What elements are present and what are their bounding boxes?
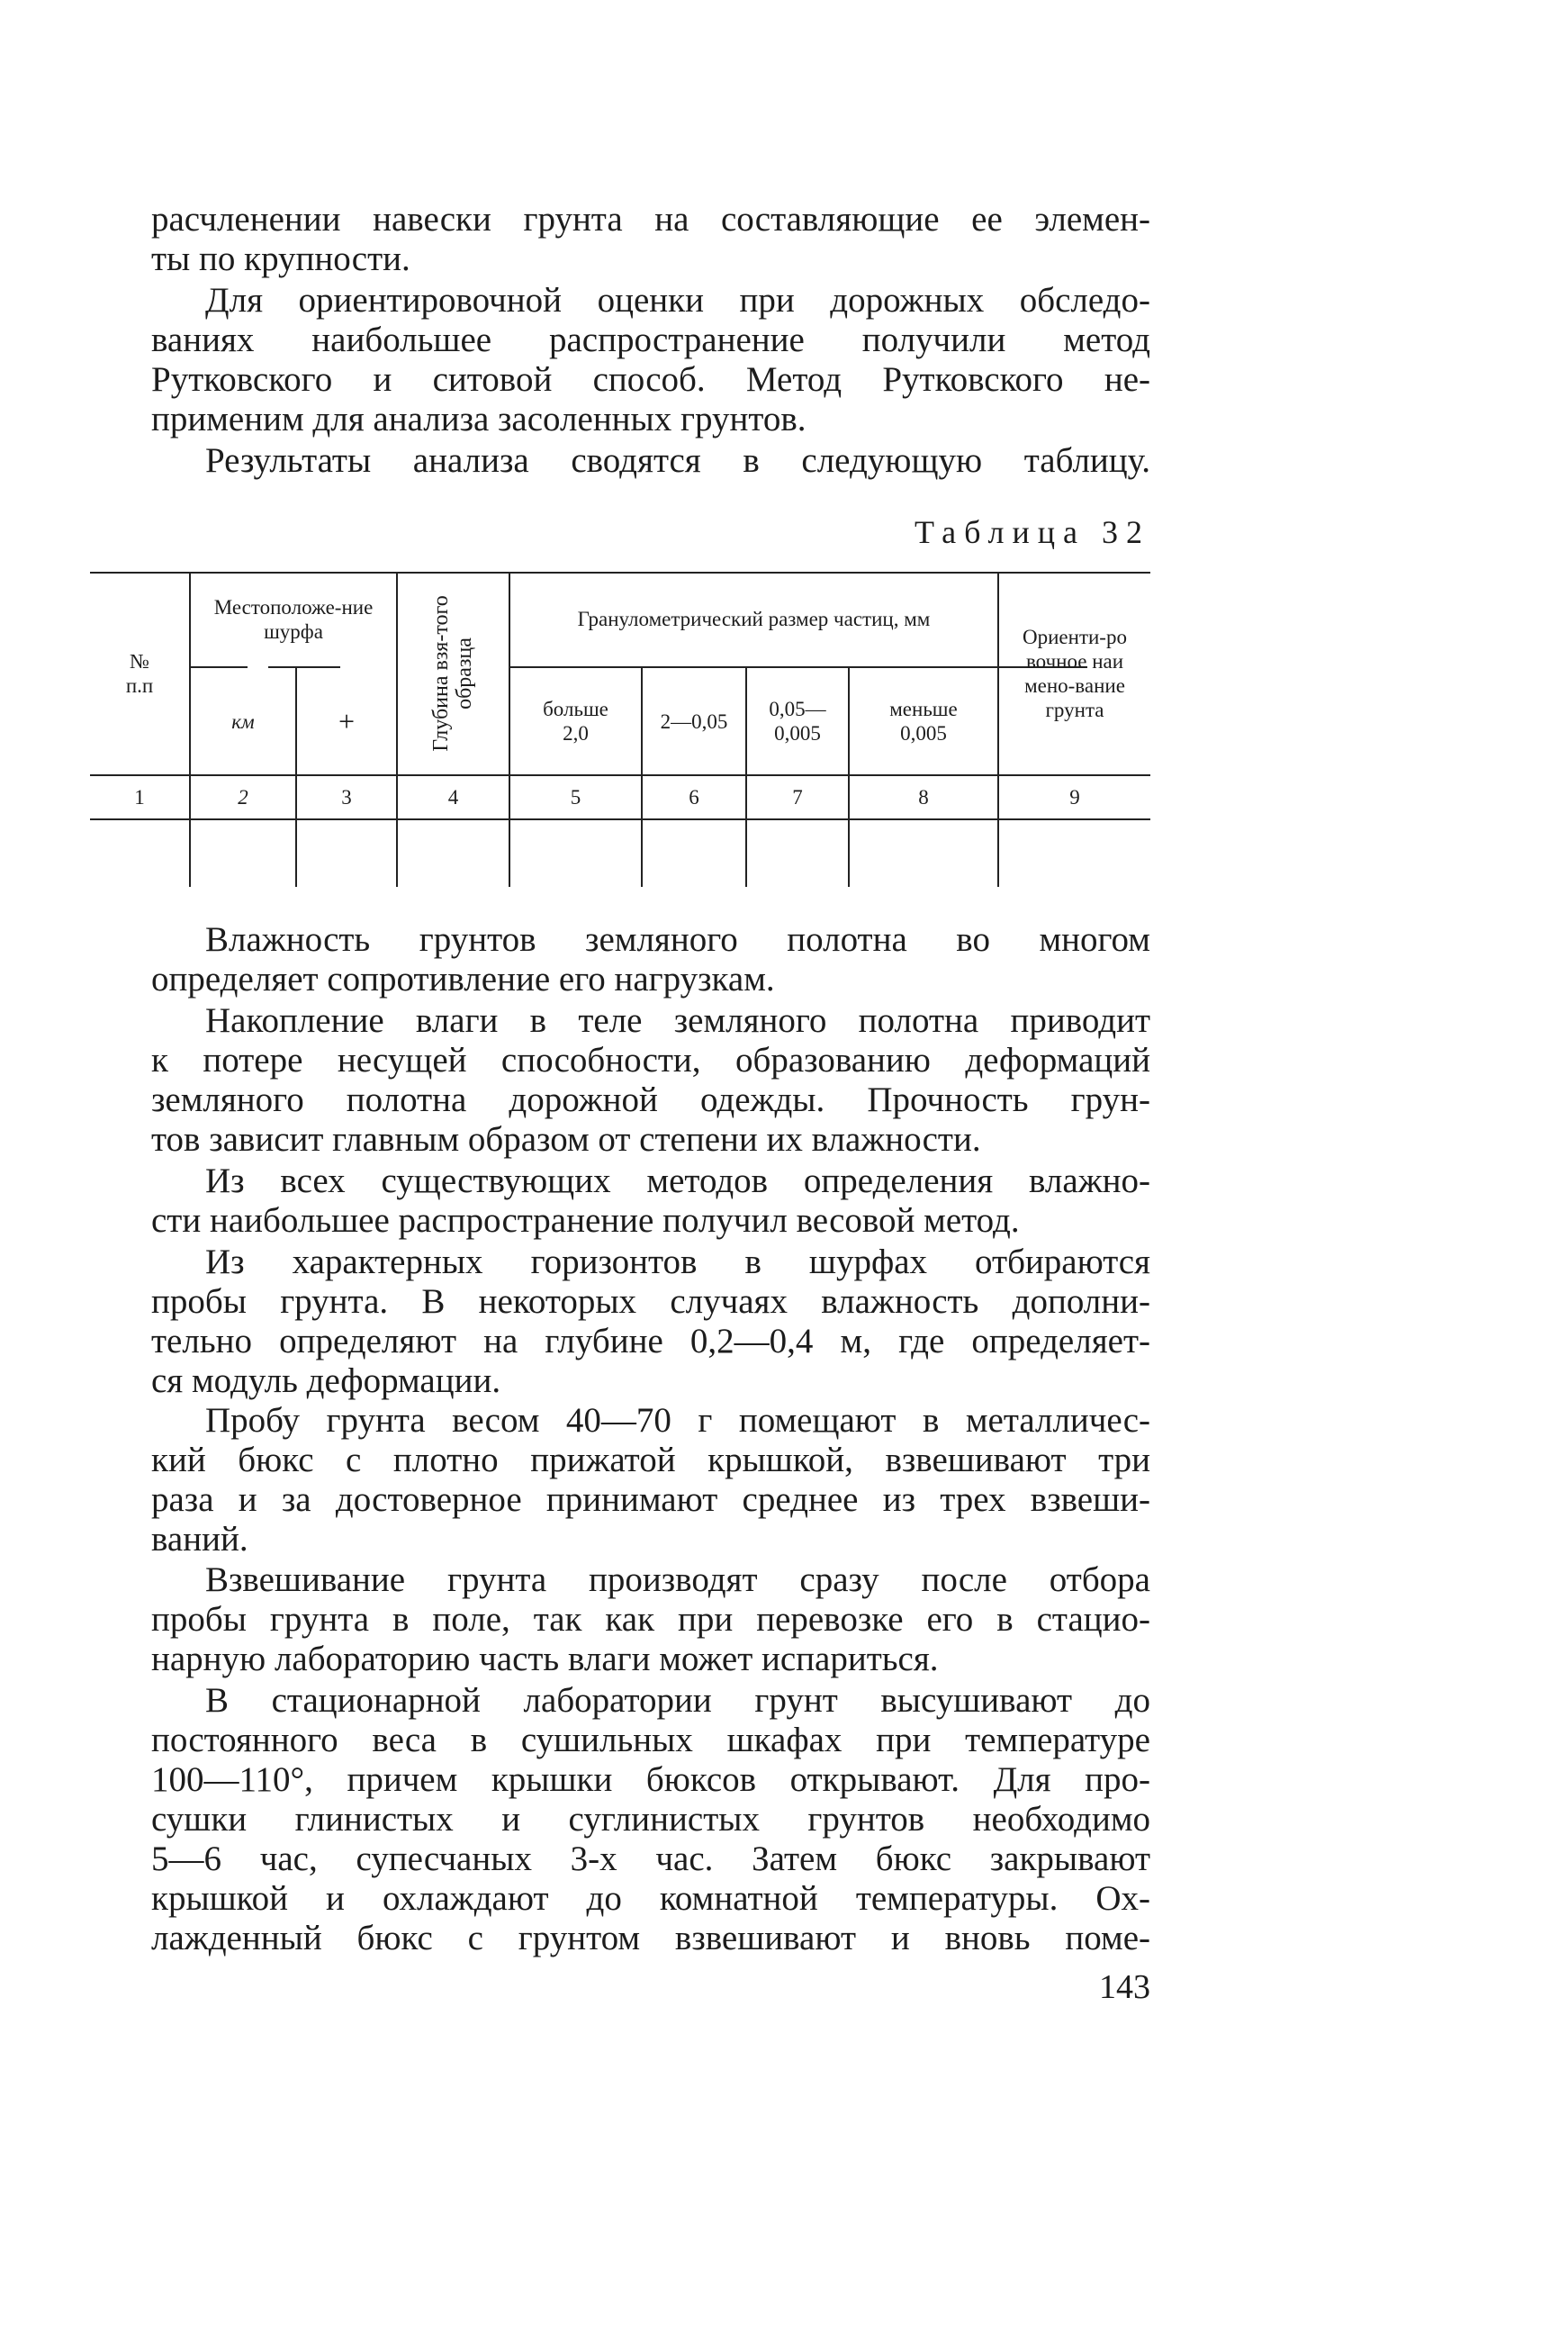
- header-granulometric-label: Гранулометрический размер частиц, мм: [577, 608, 931, 630]
- column-number: [643, 776, 745, 818]
- text-line: определяет сопротивление его нагрузкам.: [151, 960, 775, 999]
- text-line: нарную лабораторию часть влаги может испариться.: [151, 1640, 939, 1678]
- header-g1: [510, 668, 641, 774]
- column-number-label: 4: [447, 786, 459, 809]
- text-line: ваний.: [151, 1520, 248, 1559]
- header-num: [90, 572, 189, 774]
- page-number: 143: [1099, 1968, 1150, 2006]
- paragraph-2: [151, 281, 1150, 439]
- paragraph-6: [151, 1161, 1150, 1241]
- text-line: лажденный бюкс с грунтом взвешивают и вновь поме-: [151, 1919, 1150, 1957]
- header-location-km: [191, 668, 295, 774]
- text-line: ся модуль деформации.: [151, 1361, 501, 1400]
- column-number: [850, 776, 997, 818]
- text-line: ваниях наибольшее распространение получили метод: [151, 321, 1150, 359]
- paragraph-1: [151, 200, 1150, 279]
- header-name: [999, 572, 1150, 774]
- paragraph-10: [151, 1681, 1150, 1958]
- text-line: пробы грунта в поле, так как при перевозке его в стацио-: [151, 1600, 1150, 1639]
- header-g2: [643, 668, 745, 774]
- text-line: Результаты анализа сводятся в следующую таблицу.: [205, 441, 1150, 480]
- text-line: расчленении навески грунта на составляющие ее элемен-: [151, 200, 1150, 239]
- table-column-rule: [396, 572, 398, 887]
- paragraph-8: [151, 1401, 1150, 1559]
- header-g1-label: больше 2,0: [543, 698, 608, 745]
- table-caption: Таблица 32: [915, 514, 1150, 550]
- text-line: 100—110°, причем крышки бюксов открывают. Для про-: [151, 1760, 1150, 1799]
- text-line: постоянного веса в сушильных шкафах при температуре: [151, 1721, 1150, 1759]
- paragraph-9: [151, 1560, 1150, 1679]
- column-number: [398, 776, 509, 818]
- column-number: [90, 776, 189, 818]
- text-line: Влажность грунтов земляного полотна во многом: [205, 920, 1150, 959]
- text-line: раза и за достоверное принимают среднее из трех взвеши-: [151, 1480, 1150, 1519]
- column-number: [747, 776, 848, 818]
- header-location: [191, 572, 396, 666]
- text-line: тов зависит главным образом от степени их влажности.: [151, 1120, 981, 1159]
- header-g2-label: 2—0,05: [660, 710, 728, 733]
- header-granulometric: [510, 572, 997, 666]
- paragraph-5: [151, 1001, 1150, 1160]
- header-g4-label: меньше 0,005: [889, 698, 958, 745]
- column-number-label: 1: [134, 786, 145, 809]
- text-line: 5—6 час, супесчаных 3-х час. Затем бюкс закрывают: [151, 1839, 1150, 1878]
- text-line: тельно определяют на глубине 0,2—0,4 м, где определяет-: [151, 1322, 1150, 1360]
- paragraph-7: [151, 1243, 1150, 1401]
- column-number: [191, 776, 295, 818]
- column-number-label: 2: [238, 786, 248, 809]
- text-line: Накопление влаги в теле земляного полотна приводит: [205, 1001, 1150, 1040]
- header-location-plus: [297, 668, 396, 774]
- column-number-label: 6: [689, 786, 699, 809]
- paragraph-4: [151, 920, 1150, 999]
- column-number-label: 3: [341, 786, 352, 809]
- granulometric-table: [90, 572, 1150, 887]
- text-line: применим для анализа засоленных грунтов.: [151, 400, 807, 438]
- text-line: пробы грунта. В некоторых случаях влажность дополни-: [151, 1282, 1150, 1321]
- header-num-label: № п.п: [125, 649, 154, 697]
- header-g4: [850, 668, 997, 774]
- column-number-label: 5: [570, 786, 581, 809]
- text-line: сушки глинистых и суглинистых грунтов необходимо: [151, 1800, 1150, 1839]
- text-line: крышкой и охлаждают до комнатной температуры. Ох-: [151, 1879, 1150, 1918]
- text-line: Из характерных горизонтов в шурфах отбираются: [205, 1243, 1150, 1281]
- header-location-km-label: км: [231, 710, 255, 733]
- text-line: В стационарной лаборатории грунт высушивают до: [205, 1681, 1150, 1720]
- column-number: [999, 776, 1150, 818]
- column-number: [297, 776, 396, 818]
- header-name-label: Ориенти-ровочное наимено-вание грунта: [1023, 625, 1127, 721]
- header-location-plus-label: +: [338, 705, 356, 737]
- text-line: кий бюкс с плотно прижатой крышкой, взвешивают три: [151, 1441, 1150, 1479]
- text-line: Взвешивание грунта производят сразу после отбора: [205, 1560, 1150, 1599]
- header-depth-label: Глубина взя-того образца: [429, 595, 476, 752]
- text-line: Для ориентировочной оценки при дорожных обследо-: [205, 281, 1150, 320]
- header-depth: [429, 574, 476, 773]
- column-number-label: 7: [792, 786, 803, 809]
- text-line: к потере несущей способности, образованию деформаций: [151, 1041, 1150, 1080]
- column-number: [510, 776, 641, 818]
- text-line: Из всех существующих методов определения влажно-: [205, 1161, 1150, 1200]
- column-number-label: 8: [918, 786, 929, 809]
- text-line: Рутковского и ситовой способ. Метод Рутковского не-: [151, 360, 1150, 399]
- header-g3-label: 0,05— 0,005: [769, 698, 826, 745]
- text-line: земляного полотна дорожной одежды. Прочность грун-: [151, 1080, 1150, 1119]
- paragraph-3: [151, 441, 1150, 481]
- table-numbers-bottom-rule: [90, 818, 1150, 820]
- header-location-label: Местоположе-ние шурфа: [213, 595, 374, 643]
- text-line: ты по крупности.: [151, 240, 410, 278]
- header-g3: [747, 668, 848, 774]
- text-line: Пробу грунта весом 40—70 г помещают в металличес-: [205, 1401, 1150, 1440]
- column-number-label: 9: [1069, 786, 1080, 809]
- text-line: сти наибольшее распространение получил весовой метод.: [151, 1201, 1020, 1240]
